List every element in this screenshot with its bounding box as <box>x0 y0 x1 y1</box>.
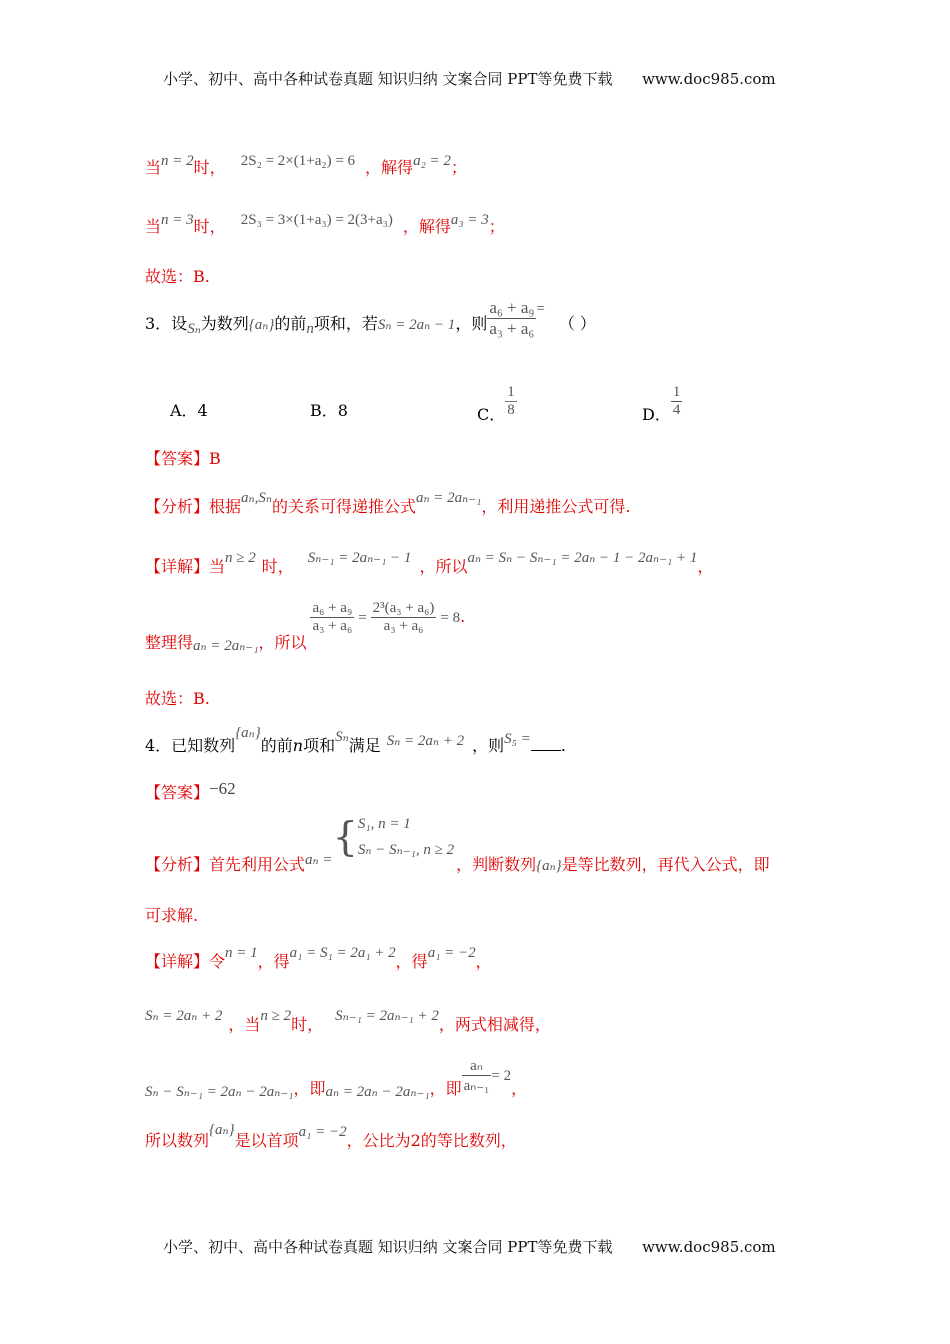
q4-answer: 【答案】−62 <box>145 779 236 802</box>
q4-detail-3: Sₙ − Sₙ₋₁ = 2aₙ − 2aₙ₋₁，即aₙ = 2aₙ − 2aₙ₋₁，即 $\frac{\text{aₙ}}{\text{aₙ₋₁}}$ = 2， <box>145 1058 528 1100</box>
question-3: 3．设Sₙ为数列{aₙ}的前n项和，若Sₙ = 2aₙ − 1，则 $\frac{\text{a₆ + a₉}}{\text{a₃ + a₆}}$ =（ ） <box>145 298 596 338</box>
header-url-link[interactable]: www.doc985.com <box>642 70 776 88</box>
q4-analysis-cont: 可求解. <box>145 906 199 925</box>
q3-analysis: 【分析】根据aₙ,Sₙ的关系可得递推公式aₙ = 2aₙ₋₁，利用递推公式可得. <box>145 490 631 516</box>
option-a[interactable]: A．4 <box>170 401 208 420</box>
q4-detail-1: 【详解】令n = 1，得a₁ = S₁ = 2a₁ + 2，得a₁ = −2， <box>145 945 492 971</box>
q4-analysis: 【分析】首先利用公式aₙ ={ S₁, n = 1 Sₙ − Sₙ₋₁, n ≥ 2 ，判断数列{aₙ}是等比数列，再代入公式，即 <box>145 814 770 874</box>
footer-site-text: 小学、初中、高中各种试卷真题 知识归纳 文案合同 PPT等免费下载 <box>163 1238 613 1256</box>
option-d[interactable]: D． $\frac{1}{4}$ <box>642 384 681 424</box>
q3-answer: 【答案】B <box>145 449 221 468</box>
solution-line-n2: 当n = 2时， 2S₂ = 2×(1+a₂) = 6 ，解得a₂ = 2； <box>145 153 467 177</box>
footer-url-link[interactable]: www.doc985.com <box>642 1238 776 1256</box>
answer-blank[interactable] <box>531 736 561 751</box>
option-b[interactable]: B．8 <box>310 401 348 420</box>
q4-detail-4: 所以数列{aₙ}是以首项a₁ = −2，公比为2的等比数列， <box>145 1122 517 1150</box>
q3-detail: 【详解】当n ≥ 2 时， Sₙ₋₁ = 2aₙ₋₁ − 1 ，所以aₙ = Sₙ − Sₙ₋₁ = 2aₙ − 1 − 2aₙ₋₁ + 1， <box>145 550 714 576</box>
option-c[interactable]: C． $\frac{1}{8}$ <box>477 384 515 424</box>
header-banner <box>163 68 776 89</box>
choose-line-1: 故选：B. <box>145 267 210 286</box>
footer-banner <box>163 1236 776 1257</box>
q3-tidy: 整理得aₙ = 2aₙ₋₁，所以 $\frac{\text{a₆ + a₉}}{\text{a₃ + a₆}}$ = $\frac{\text{2³(a₃ + a₆)}}{\text{a₃ + a₆}}$ = 8. <box>145 600 466 654</box>
question-4: 4．已知数列{aₙ}的前n项和Sₙ满足 Sₙ = 2aₙ + 2 ，则S₅ = . <box>145 725 566 755</box>
q4-detail-2: Sₙ = 2aₙ + 2 ，当n ≥ 2时， Sₙ₋₁ = 2aₙ₋₁ + 2，两式相减得， <box>145 1008 551 1034</box>
solution-line-n3: 当n = 3时， 2S₃ = 3×(1+a₃) = 2(3+a₃) ，解得a₃ = 3； <box>145 212 505 236</box>
header-site-text: 小学、初中、高中各种试卷真题 知识归纳 文案合同 PPT等免费下载 <box>163 70 613 88</box>
choose-line-2: 故选：B. <box>145 689 210 708</box>
